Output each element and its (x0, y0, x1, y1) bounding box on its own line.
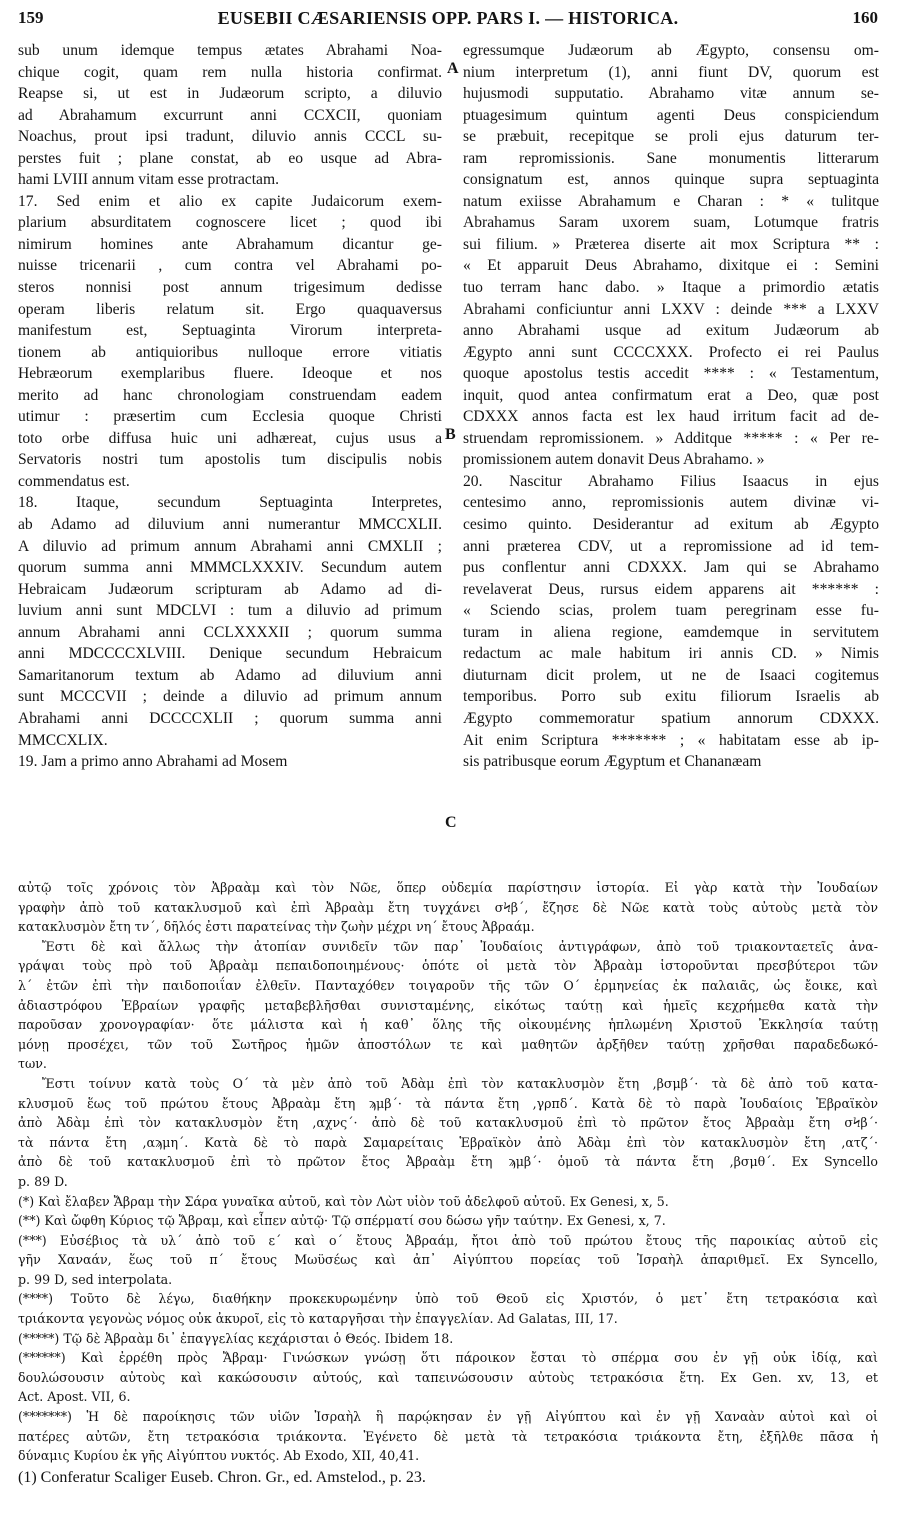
right-column-line: Abrahami conficiuntur anni LXXV : deinde *** a LXXV (463, 300, 879, 318)
left-column-line: Abrahami anni DCCCCXLII ; quorum summa anni (18, 709, 442, 727)
left-column-line: Hebræorum exemplaribus fluere. Ideoque et nos (18, 365, 442, 383)
notes-line: λ´ ἐτῶν ἐπὶ τὴν παιδοποιΐαν ἐλθεῖν. Πανταχόθεν τοιγαροῦν τῆς τῶν Ο´ ἑρμηνείας ἐκ παλαιᾶς, ὡς ἔοικε, καὶ (18, 977, 878, 993)
left-column-line: luvium anni sunt MDCLVI : tum a diluvio ad primum (18, 602, 442, 620)
notes-line: ἀπὸ Ἀδὰμ ἐπὶ τὸν κατακλυσμὸν ἔτη ,αχνς´· ἀπὸ δὲ τοῦ κατακλυσμοῦ ἐπὶ τὸ πρῶτον ἔτος Ἀβραὰμ ἔτη σϞβ´· (18, 1115, 878, 1131)
notes-line: (***) Εὐσέβιος τὰ υλ´ ἀπὸ τοῦ ε´ καὶ ο´ ἔτους Ἀβραάμ, ἤτοι ἀπὸ τοῦ πρώτου ἔτους τῆς παροικίας αὐτοῦ εἰς (18, 1232, 878, 1248)
left-column-line: plarium absurditatem cognoscere licet ; quod ibi (18, 214, 442, 232)
notes-line: (*) Καὶ ἔλαβεν Ἄβραμ τὴν Σάρα γυναῖκα αὐτοῦ, καὶ τὸν Λὼτ υἱὸν τοῦ ἀδελφοῦ αὐτοῦ. Ex Genesi, x, 5. (18, 1193, 669, 1209)
left-column-line: sunt MCCCVII ; deinde a diluvio ad primum annum (18, 688, 442, 706)
left-column (18, 40, 442, 773)
right-column-line: redactum ac male habitum iri annis CD. » Nimis (463, 645, 879, 663)
left-column-line: Hebraicam Judæorum scripturam ab Adamo ad di- (18, 580, 442, 598)
right-column-line: quoque apostolus testis accedit **** : « Testamentum, (463, 365, 879, 383)
left-column-line: commendatus est. (18, 472, 130, 490)
notes-line: των. (18, 1056, 47, 1072)
notes-line: (****) Τοῦτο δὲ λέγω, διαθήκην προκεκυρωμένην ὑπὸ τοῦ Θεοῦ εἰς Χριστόν, ὁ μετ᾽ ἔτη τετρακόσια καὶ (18, 1291, 878, 1307)
notes-line: (*******) Ἡ δὲ παροίκησις τῶν υἱῶν Ἰσραὴλ ἣ παρῴκησαν ἐν γῇ Αἰγύπτου καὶ ἐν γῇ Χαναὰν αὐτοὶ καὶ οἱ (18, 1409, 878, 1425)
right-column-line: diuturnam dicit prolem, ut ne de Isaaci cogitemus (463, 666, 879, 684)
left-column-line: nimirum homines ante Abrahamum dicantur ge- (18, 235, 442, 253)
right-column-line: sis patribusque eorum Ægyptum et Chananæam (463, 753, 762, 771)
right-column-line: natum exiisse Abrahamum e Charan : * « tulitque (463, 192, 879, 210)
right-column-line: anno Abrahami usque ad exitum Judæorum ab (463, 322, 879, 340)
right-column-line: egressumque Judæorum ab Ægypto, consensu om- (463, 42, 879, 59)
right-column-line: consignatum est, annos quinque supra septuaginta (463, 171, 879, 189)
right-column-line: ram repromissionis. Sane monumentis litterarum (463, 149, 879, 167)
right-column-line: nium interpretum (1), anni fiunt DV, quorum est (463, 63, 879, 81)
left-column-line: Noachus, prout ipsi tradunt, diluvio annis CCCL su- (18, 128, 442, 146)
left-column-line: nuisse tricenarii , cum contra vel Abrahami po- (18, 257, 442, 275)
margin-marker-c: C (445, 814, 457, 831)
notes-line: πατέρες αὐτῶν, ἔτη τετρακόσια τριάκοντα. Ἐγένετο δὲ μετὰ τὰ τετρακόσια τριάκοντα ἔτη, ἐξῆλθε πᾶσα ἡ (18, 1428, 878, 1444)
left-column-line: anni MDCCCCXLVIII. Denique secundum Hebraicum (18, 645, 442, 663)
left-column-line: utimur : præsertim cum Ecclesia quoque Christi (18, 408, 442, 426)
right-column (463, 40, 879, 773)
right-column-line: Ægypto anni sunt CCCCXXX. Profecto ei rei Paulus (463, 343, 879, 361)
footnote: (1) Conferatur Scaliger Euseb. Chron. Gr., ed. Amstelod., p. 23. (18, 1469, 426, 1486)
notes-line: γράψαι τοὺς πρὸ τοῦ Ἀβραὰμ πεπαιδοποιημένους· ὁπότε οἱ μετὰ τὸν Ἀβραὰμ ἱστοροῦνται πρεσβύτεροι τῶν (18, 958, 878, 974)
notes-line: Act. Apost. VII, 6. (18, 1389, 131, 1405)
left-column-line: A diluvio ad primum annum Abrahami anni CMXLII ; (18, 537, 442, 555)
notes-line: (**) Καὶ ὤφθη Κύριος τῷ Ἄβραμ, καὶ εἶπεν αὐτῷ· Τῷ σπέρματί σου δώσω γῆν ταύτην. Ex Genesi, x, 7. (18, 1213, 666, 1229)
right-column-line: Ait enim Scriptura ******* ; « habitatam esse ab ip- (463, 731, 879, 749)
notes-line: τριάκοντα γεγονὼς νόμος οὐκ ἀκυροῖ, εἰς τὸ καταργῆσαι τὴν ἐπαγγελίαν. Ad Galatas, III, 17. (18, 1311, 618, 1327)
notes-line: δουλώσουσιν αὐτοὺς καὶ κακώσουσιν αὐτούς, καὶ ταπεινώσουσιν αὐτοὺς τετρακόσια ἔτη. Ex Gen. xv, 13, et (18, 1369, 878, 1385)
left-column-line: ab Adamo ad diluvium anni numerantur MMCCXLII. (18, 516, 442, 534)
left-column-line: operam liberis relatum sit. Ergo quaquaversus (18, 300, 442, 318)
notes-line: παροῦσαν χρονογραφίαν· ὅτε μάλιστα καὶ ἡ καθ᾽ ὅλης τῆς οἰκουμένης ἡπλωμένη Χριστοῦ Ἐκκλησία ταύτῃ (18, 1017, 878, 1033)
notes-line: (*****) Τῷ δὲ Ἀβραὰμ δι᾽ ἐπαγγελίας κεχάρισται ὁ Θεός. Ibidem 18. (18, 1330, 454, 1346)
notes-line: p. 89 D. (18, 1173, 68, 1189)
left-column-line: Samaritanorum textum ab Adamo ad diluvium anni (18, 666, 442, 684)
right-column-line: 20. Nascitur Abrahamo Filius Isaacus in ejus (463, 472, 879, 490)
notes-line: τὰ πάντα ἔτη ,αϡμη´. Κατὰ δὲ τὸ παρὰ Σαμαρείταις Ἑβραϊκὸν ἀπὸ Ἀδὰμ ἐπὶ τὸν κατακλυσμὸν ἔτη ,ατζ´· (18, 1134, 878, 1150)
left-column-line: tionem ab antiquioribus nulloque errore vitiatis (18, 343, 442, 361)
left-column-line: toto orbe diffusa huic uni adhæreat, cujus usus a (18, 429, 442, 447)
right-column-line: « Et apparuit Deus Abrahamo, dixitque ei : Semini (463, 257, 879, 275)
right-column-line: struendam repromissionem. » Additque ***** : « Per re- (463, 429, 879, 447)
right-column-line: promissionem autem donavit Deus Abrahamo. » (463, 451, 765, 469)
left-column-line: 19. Jam a primo anno Abrahami ad Mosem (18, 753, 288, 771)
left-column-line: hami LVIII annum vitam esse protractam. (18, 171, 279, 189)
right-column-line: tuo terram hanc dabo. » Itaque a primordio ætatis (463, 279, 879, 297)
right-column-line: pus conflentur anni CDXXX. Jam qui se Abrahamo (463, 559, 879, 577)
margin-marker-a: A (447, 60, 459, 77)
right-column-line: centesimo anno, repromissionis autem divinæ vi- (463, 494, 879, 512)
notes-line: γῆν Χαναάν, ἕως τοῦ π´ ἔτους Μωϋσέως καὶ ἀπ᾽ Αἰγύπτου πορείας τοῦ Ἰσραὴλ ἀπαριθμεῖ. Ex Syncello, (18, 1252, 878, 1268)
left-column-line: steros nonnisi post annum trigesimum dedisse (18, 279, 442, 297)
running-title: EUSEBII CÆSARIENSIS OPP. PARS I. — HISTORICA. (217, 8, 679, 28)
notes-line: κλυσμοῦ ἕως τοῦ πρώτου ἔτους Ἀβραὰμ ἔτη ϡμβ´· τὰ πάντα ἔτη ,γρπδ´. Κατὰ δὲ τὸ παρὰ Ἰουδαίοις Ἑβραϊκὸν (18, 1095, 878, 1111)
left-column-line: perstes fuit ; plane constat, ab eo usque ad Abra- (18, 149, 442, 167)
page-number-right: 160 (852, 8, 878, 27)
notes-line: p. 99 D, sed interpolata. (18, 1271, 173, 1287)
notes-line: μόνῃ προσέχει, τῶν τοῦ Σωτῆρος ἡμῶν ἀποστόλων τε καὶ μαθητῶν ἀρξῆθεν ταύτῃ χρῆσθαι παραδεδωκό- (18, 1036, 878, 1052)
right-column-line: anni præterea CDV, ut a repromissione ad id tem- (463, 537, 879, 555)
right-column-line: sui filium. » Præterea diserte ait mox Scriptura ** : (463, 235, 879, 253)
notes-line: ἀδιαστρόφου Ἑβραίων γραφῆς μεταβεβλῆσθαι συνισταμένης, εἰκότως ταύτῃ καὶ ἡμεῖς κεχρήμεθα κατὰ τὴν (18, 997, 878, 1013)
notes-line: δύναμις Κυρίου ἐκ γῆς Αἰγύπτου νυκτός. Ab Exodo, XII, 40,41. (18, 1448, 420, 1464)
right-column-line: CDXXX annos facta est lex haud irritum facit ad de- (463, 408, 879, 426)
right-column-line: inquit, quod antea confirmatum erat a Deo, quæ post (463, 386, 879, 404)
notes-line: αὐτῷ τοῖς χρόνοις τὸν Ἀβραὰμ καὶ τὸν Νῶε, ὅπερ οὐδεμία παρίστησιν ἱστορία. Εἰ γὰρ κατὰ τὴν Ἰουδαίων (18, 880, 878, 895)
left-column-line: 17. Sed enim et alio ex capite Judaicorum exem- (18, 192, 442, 210)
margin-marker-b: B (445, 426, 456, 443)
notes-line: (******) Καὶ ἐρρέθη πρὸς Ἄβραμ· Γινώσκων γνώσῃ ὅτι πάροικον ἔσται τὸ σπέρμα σου ἐν γῇ οὐκ ἰδίᾳ, καὶ (18, 1350, 878, 1366)
right-column-line: hujusmodi supputatio. Abrahamo vitæ annum se- (463, 85, 879, 103)
right-column-line: ptuagesimum quintum agenti Deus conspiciendum (463, 106, 879, 124)
greek-notes (18, 878, 878, 1466)
left-column-line: ad Abrahamum excurrunt anni CCXCII, quoniam (18, 106, 442, 124)
right-column-line: Ægypto commemoratur spatium annorum CDXXX. (463, 709, 879, 727)
left-column-line: manifestum est, Septuaginta Virorum interpreta- (18, 322, 442, 340)
left-column-line: chique cogit, quam rem nulla historia confirmat. (18, 63, 442, 81)
left-column-line: merito ad hanc chronologiam construendam eadem (18, 386, 442, 404)
notes-line: Ἔστι δὲ καὶ ἄλλως τὴν ἀτοπίαν συνιδεῖν τῶν παρ᾽ Ἰουδαίοις ἀντιγράφων, ἀπὸ τοῦ τριακονταετεῖς ἀνα- (42, 938, 878, 954)
notes-line: Ἔστι τοίνυν κατὰ τοὺς Ο´ τὰ μὲν ἀπὸ τοῦ Ἀδὰμ ἐπὶ τὸν κατακλυσμὸν ἔτη ,βσμβ´· τὰ δὲ ἀπὸ τοῦ κατα- (42, 1075, 878, 1091)
left-column-line: Servatoris nostri tum apostolis tum discipulis nobis (18, 451, 442, 469)
page-number-left: 159 (18, 8, 44, 27)
right-column-line: cesimo quinto. Desiderantur ad exitum ab Ægypto (463, 516, 879, 534)
left-column-line: 18. Itaque, secundum Septuaginta Interpretes, (18, 494, 442, 512)
left-column-line: MMCCXLIX. (18, 731, 108, 749)
left-column-line: Reapse si, ut est in Judæorum scripto, a diluvio (18, 85, 442, 103)
notes-line: κατακλυσμὸν ἔτη τν´, δῆλός ἐστι παρατείνας τὴν ζωὴν μέχρι νη´ ἔτους Ἀβραάμ. (18, 919, 535, 935)
running-header (18, 8, 878, 34)
left-column-line: quorum summa anni MMMCLXXXIV. Secundum autem (18, 559, 442, 577)
right-column-line: Abrahamus Saram uxorem suam, Lotumque fratris (463, 214, 879, 232)
notes-line: ἀπὸ δὲ τοῦ κατακλυσμοῦ ἐπὶ τὸ πρῶτον ἔτος Ἀβραὰμ ἔτη ϡμβ´· ὁμοῦ τὰ πάντα ἔτη ,βσμθ´. Ex Syncello (18, 1154, 878, 1170)
right-column-line: turam in aliena regione, eamdemque in servitutem (463, 623, 879, 641)
right-column-line: revelaverat Deus, rursus eidem apparens ait ****** : (463, 580, 879, 598)
notes-line: γραφὴν ἀπὸ τοῦ κατακλυσμοῦ καὶ ἐπὶ Ἀβραὰμ ἔτη τυγχάνει σϞβ´, ἔζησε δὲ Νῶε κατὰ τοὺς αὐτοὺς μετὰ τὸν (18, 899, 878, 915)
right-column-line: se præbuit, recepitque se proli ejus daturum ter- (463, 128, 879, 146)
right-column-line: « Sciendo scias, prolem tuam peregrinam esse fu- (463, 602, 879, 620)
left-column-line: annum Abrahami anni CCLXXXXII ; quorum summa (18, 623, 442, 641)
left-column-line: sub unum idemque tempus ætates Abrahami Noa- (18, 42, 442, 59)
right-column-line: temporibus. Porro sub exitu filiorum Israelis ab (463, 688, 879, 706)
